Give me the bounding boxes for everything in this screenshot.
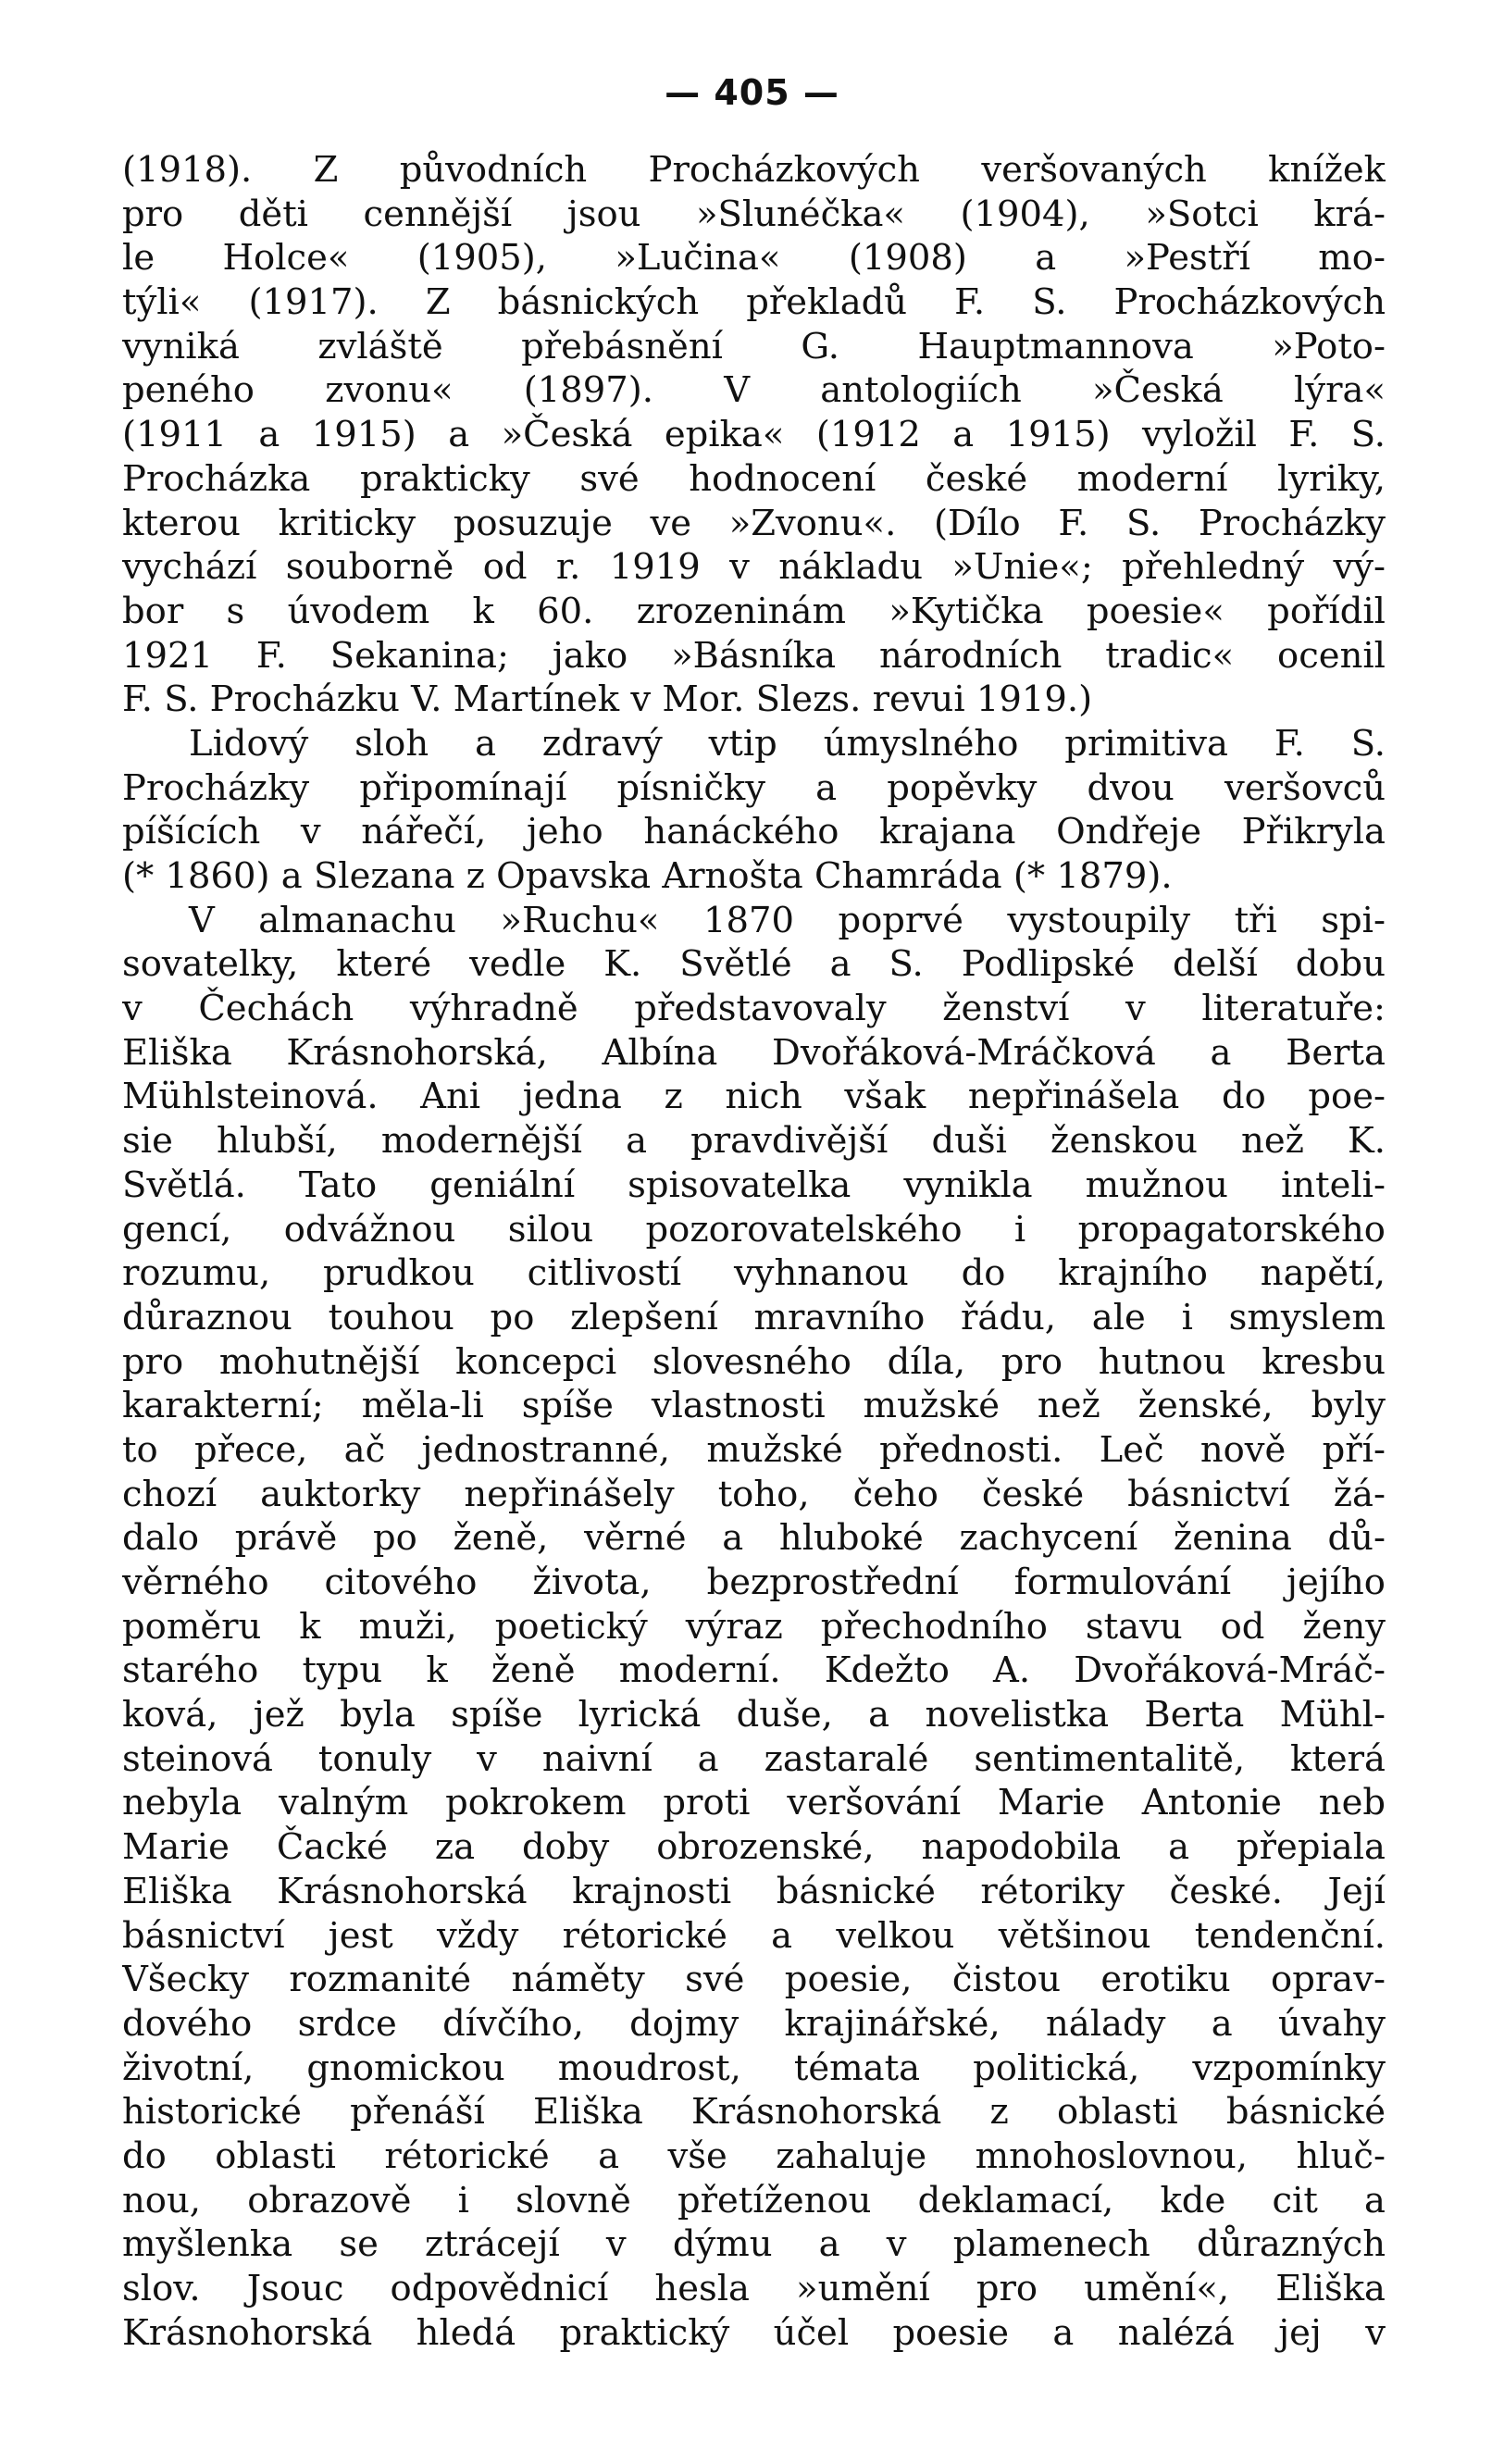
- text-line: V almanachu »Ruchu« 1870 poprvé vystoupily tři spi-: [189, 899, 1386, 941]
- text-line: to přece, ač jednostranné, mužské přednosti. Leč nově pří-: [122, 1428, 1386, 1471]
- text-line: Krásnohorská hledá praktický účel poesie a nalézá jej v: [122, 2311, 1386, 2354]
- text-line: nebyla valným pokrokem proti veršování Marie Antonie neb: [122, 1782, 1386, 1824]
- text-line: steinová tonuly v naivní a zastaralé sentimentalitě, která: [122, 1737, 1386, 1780]
- text-line: Mühlsteinová. Ani jedna z nich však nepřinášela do poe-: [122, 1076, 1386, 1118]
- text-line: sovatelky, které vedle K. Světlé a S. Podlipské delší dobu: [122, 943, 1386, 986]
- text-line: (1911 a 1915) a »Česká epika« (1912 a 1915) vyložil F. S.: [122, 414, 1386, 456]
- text-line: píšících v nářečí, jeho hanáckého krajana Ondřeje Přikryla: [122, 811, 1386, 853]
- text-line: karakterní; měla-li spíše vlastnosti mužské než ženské, byly: [122, 1385, 1386, 1427]
- text-line: Světlá. Tato geniální spisovatelka vynikla mužnou inteli-: [122, 1164, 1386, 1206]
- page-text: [122, 148, 1386, 2355]
- text-line: starého typu k ženě moderní. Kdežto A. Dvořáková-Mráč-: [122, 1649, 1386, 1692]
- text-line: gencí, odvážnou silou pozorovatelského i propagatorského: [122, 1208, 1386, 1251]
- text-line: důraznou touhou po zlepšení mravního řádu, ale i smyslem: [122, 1296, 1386, 1338]
- text-line: vychází souborně od r. 1919 v nákladu »Unie«; přehledný vý-: [122, 546, 1386, 589]
- text-line: Procházky připomínají písničky a popěvky dvou veršovců: [122, 766, 1386, 809]
- text-line: Všecky rozmanité náměty své poesie, čistou erotiku oprav-: [122, 1959, 1386, 2001]
- text-line: myšlenka se ztrácejí v dýmu a v plamenech důrazných: [122, 2223, 1386, 2266]
- text-line: historické přenáší Eliška Krásnohorská z oblasti básnické: [122, 2091, 1386, 2134]
- text-line: životní, gnomickou moudrost, témata politická, vzpomínky: [122, 2047, 1386, 2089]
- text-line: básnictví jest vždy rétorické a velkou většinou tendenční.: [122, 1914, 1386, 1957]
- text-line: (1918). Z původních Procházkových veršovaných knížek: [122, 149, 1386, 191]
- text-line: sie hlubší, modernější a pravdivější duši ženskou než K.: [122, 1120, 1386, 1163]
- text-line: le Holce« (1905), »Lučina« (1908) a »Pestří mo-: [122, 237, 1386, 280]
- text-line: Procházka prakticky své hodnocení české moderní lyriky,: [122, 457, 1386, 500]
- text-line: pro děti cennější jsou »Slunéčka« (1904), »Sotci krá-: [122, 193, 1386, 235]
- text-line: Marie Čacké za doby obrozenské, napodobila a přepiala: [122, 1826, 1386, 1869]
- text-line: dového srdce dívčího, dojmy krajinářské, nálady a úvahy: [122, 2002, 1386, 2045]
- text-line: Lidový sloh a zdravý vtip úmyslného primitiva F. S.: [189, 722, 1386, 765]
- text-line: Eliška Krásnohorská krajnosti básnické rétoriky české. Její: [122, 1870, 1386, 1912]
- text-line: týli« (1917). Z básnických překladů F. S. Procházkových: [122, 281, 1386, 324]
- text-line: pro mohutnější koncepci slovesného díla, pro hutnou kresbu: [122, 1340, 1386, 1383]
- text-line: nou, obrazově i slovně přetíženou deklamací, kde cit a: [122, 2179, 1386, 2221]
- text-line: chozí auktorky nepřinášely toho, čeho české básnictví žá-: [122, 1473, 1386, 1515]
- text-line: peného zvonu« (1897). V antologiích »Česká lýra«: [122, 369, 1386, 412]
- text-line: dalo právě po ženě, věrné a hluboké zachycení ženina dů-: [122, 1517, 1386, 1560]
- text-line: Eliška Krásnohorská, Albína Dvořáková-Mráčková a Berta: [122, 1031, 1386, 1074]
- text-line: v Čechách výhradně představovaly ženství v literatuře:: [122, 988, 1386, 1030]
- text-line: poměru k muži, poetický výraz přechodního stavu od ženy: [122, 1605, 1386, 1648]
- text-line: bor s úvodem k 60. zrozeninám »Kytička poesie« pořídil: [122, 590, 1386, 632]
- text-line: rozumu, prudkou citlivostí vyhnanou do krajního napětí,: [122, 1252, 1386, 1295]
- text-line: (* 1860) a Slezana z Opavska Arnošta Chamráda (* 1879).: [122, 855, 1173, 897]
- text-line: věrného citového života, bezprostřední formulování jejího: [122, 1562, 1386, 1603]
- text-line: 1921 F. Sekanina; jako »Básníka národních tradic« ocenil: [122, 634, 1386, 677]
- text-line: do oblasti rétorické a vše zahaluje mnohoslovnou, hluč-: [122, 2134, 1386, 2177]
- text-line: kterou kriticky posuzuje ve »Zvonu«. (Dílo F. S. Procházky: [122, 502, 1386, 544]
- text-line: F. S. Procházku V. Martínek v Mor. Slezs. revui 1919.): [122, 678, 1093, 721]
- text-line: ková, jež byla spíše lyrická duše, a novelistka Berta Mühl-: [122, 1694, 1386, 1736]
- page-number: — 405 —: [665, 72, 839, 113]
- text-line: slov. Jsouc odpovědnicí hesla »umění pro umění«, Eliška: [122, 2268, 1386, 2309]
- text-line: vyniká zvláště přebásnění G. Hauptmannova »Poto-: [122, 325, 1386, 367]
